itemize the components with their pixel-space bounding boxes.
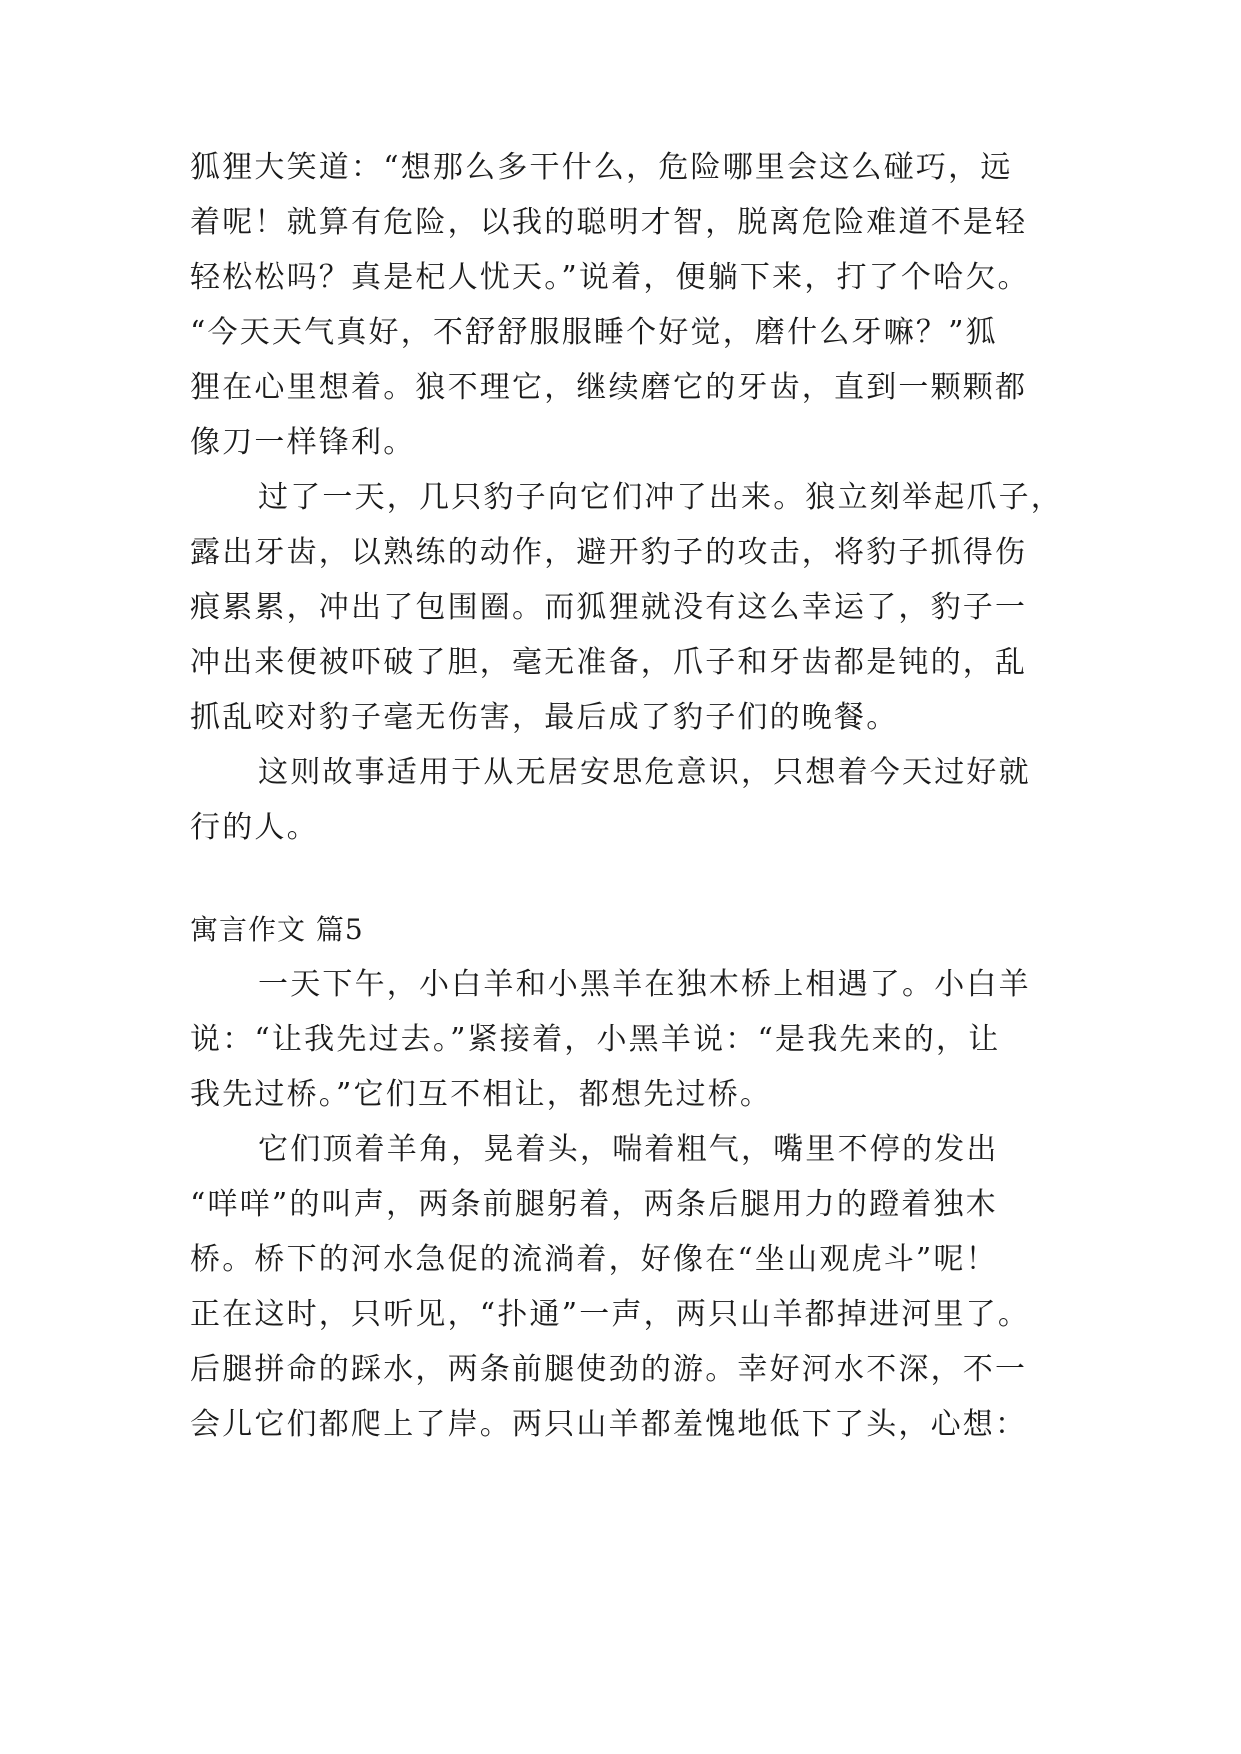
paragraph-line: 露出牙齿，以熟练的动作，避开豹子的攻击，将豹子抓得伤 — [190, 535, 1028, 570]
section-heading: 寓言作文 篇5 — [190, 913, 364, 946]
paragraph-line: 一天下午，小白羊和小黑羊在独木桥上相遇了。小白羊 — [258, 967, 1031, 1002]
paragraph-line: 会儿它们都爬上了岸。两只山羊都羞愧地低下了头，心想： — [190, 1407, 1028, 1442]
paragraph-line: 抓乱咬对豹子毫无伤害，最后成了豹子们的晚餐。 — [190, 700, 899, 735]
paragraph-line: 痕累累，冲出了包围圈。而狐狸就没有这么幸运了，豹子一 — [190, 590, 1028, 625]
paragraph-line: 过了一天，几只豹子向它们冲了出来。狼立刻举起爪子， — [258, 480, 1063, 515]
paragraph-line: 狐狸大笑道：“想那么多干什么，危险哪里会这么碰巧，远 — [190, 150, 1013, 185]
paragraph-line: 像刀一样锋利。 — [190, 425, 416, 460]
paragraph-line: 后腿拼命的踩水，两条前腿使劲的游。幸好河水不深，不一 — [190, 1352, 1028, 1387]
paragraph-line: “咩咩”的叫声，两条前腿躬着，两条后腿用力的蹬着独木 — [190, 1187, 998, 1222]
paragraph-line: 行的人。 — [190, 810, 319, 845]
paragraph-line: “今天天气真好，不舒舒服服睡个好觉，磨什么牙嘛？”狐 — [190, 315, 998, 350]
paragraph-line: 我先过桥。”它们互不相让，都想先过桥。 — [190, 1077, 773, 1112]
paragraph-line: 狸在心里想着。狼不理它，继续磨它的牙齿，直到一颗颗都 — [190, 370, 1028, 405]
paragraph-line: 这则故事适用于从无居安思危意识，只想着今天过好就 — [258, 755, 1031, 790]
paragraph-line: 着呢！就算有危险，以我的聪明才智，脱离危险难道不是轻 — [190, 205, 1028, 240]
paragraph-line: 说：“让我先过去。”紧接着，小黑羊说：“是我先来的，让 — [190, 1022, 1001, 1057]
paragraph-line: 冲出来便被吓破了胆，毫无准备，爪子和牙齿都是钝的，乱 — [190, 645, 1028, 680]
paragraph-line: 桥。桥下的河水急促的流淌着，好像在“坐山观虎斗”呢！ — [190, 1242, 998, 1277]
paragraph-line: 轻松松吗？真是杞人忧天。”说着，便躺下来，打了个哈欠。 — [190, 260, 1030, 295]
paragraph-line: 它们顶着羊角，晃着头，喘着粗气，嘴里不停的发出 — [258, 1132, 999, 1167]
paragraph-line: 正在这时，只听见，“扑通”一声，两只山羊都掉进河里了。 — [190, 1297, 1031, 1332]
